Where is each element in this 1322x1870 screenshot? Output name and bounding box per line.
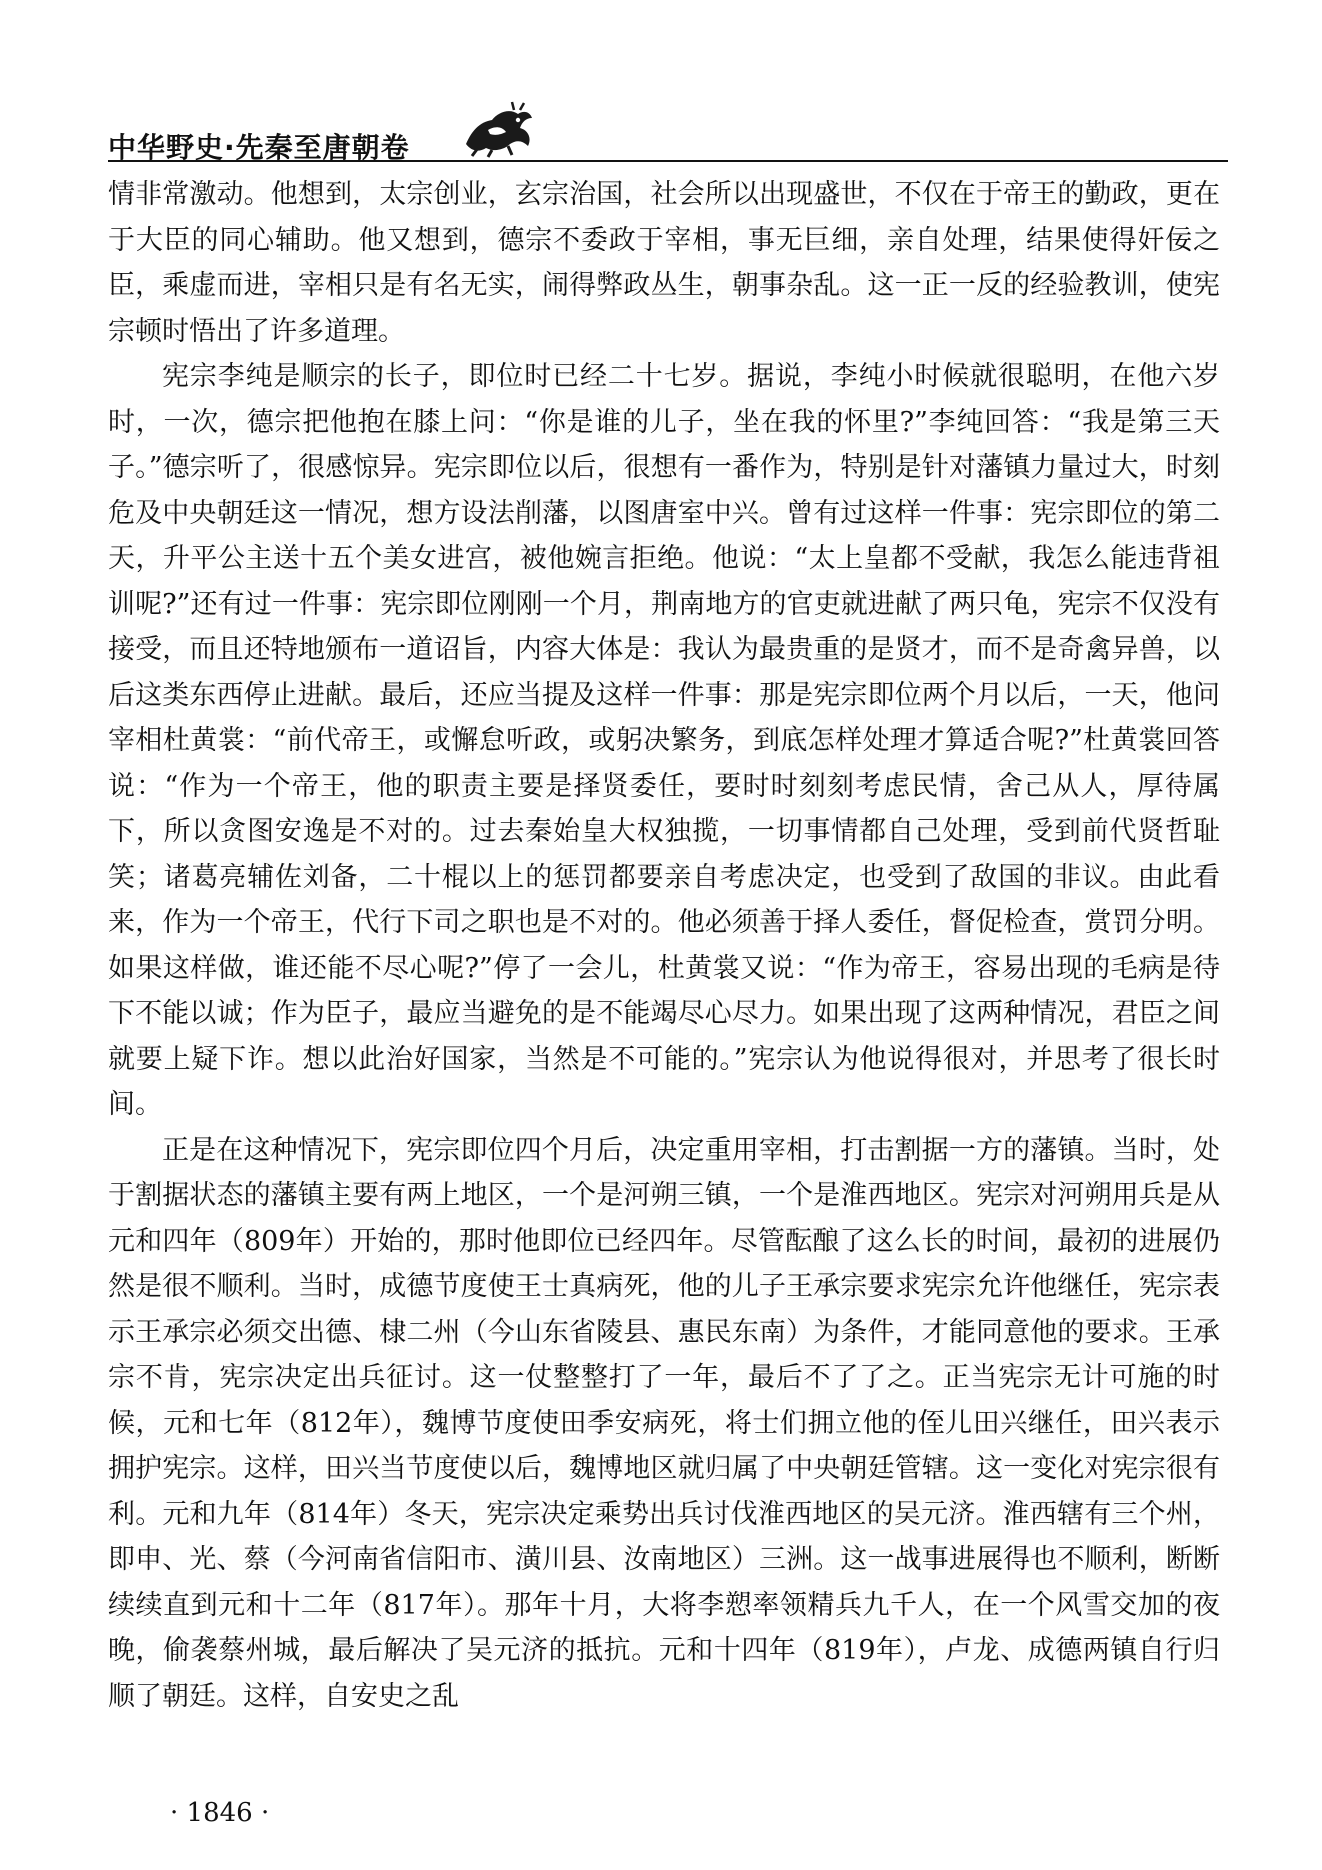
- paragraph: 正是在这种情况下，宪宗即位四个月后，决定重用宰相，打击割据一方的藩镇。当时，处于割据状态的藩镇主要有两上地区，一个是河朔三镇，一个是淮西地区。宪宗对河朔用兵是从元和四年（809年）开始的，那时他即位已经四年。尽管酝酿了这么长的时间，最初的进展仍然是很不顺利。当时，成德节度使王士真病死，他的儿子王承宗要求宪宗允许他继任，宪宗表示王承宗必须交出德、棣二州（今山东省陵县、惠民东南）为条件，才能同意他的要求。王承宗不肯，宪宗决定出兵征讨。这一仗整整打了一年，最后不了了之。正当宪宗无计可施的时候，元和七年（812年），魏博节度使田季安病死，将士们拥立他的侄儿田兴继任，田兴表示拥护宪宗。这样，田兴当节度使以后，魏博地区就归属了中央朝廷管辖。这一变化对宪宗很有利。元和九年（814年）冬天，宪宗决定乘势出兵讨伐淮西地区的吴元济。淮西辖有三个州，即申、光、蔡（今河南省信阳市、潢川县、汝南地区）三洲。这一战事进展得也不顺利，断断续续直到元和十二年（817年）。那年十月，大将李愬率领精兵九千人，在一个风雪交加的夜晚，偷袭蔡州城，最后解决了吴元济的抵抗。元和十四年（819年），卢龙、成德两镇自行归顺了朝廷。这样，自安史之乱: [108, 1134, 1220, 1712]
- running-header: [108, 100, 1228, 162]
- header-rule: [108, 160, 1228, 162]
- page-number: · 1846 ·: [170, 1798, 270, 1828]
- paragraph: 情非常激动。他想到，太宗创业，玄宗治国，社会所以出现盛世，不仅在于帝王的勤政，更在于大臣的同心辅助。他又想到，德宗不委政于宰相，事无巨细，亲自处理，结果使得奸佞之臣，乘虚而进，宰相只是有名无实，闹得弊政丛生，朝事杂乱。这一正一反的经验教训，使宪宗顿时悟出了许多道理。: [108, 179, 1220, 347]
- body-text: [108, 172, 1220, 1719]
- paragraph: 宪宗李纯是顺宗的长子，即位时已经二十七岁。据说，李纯小时候就很聪明，在他六岁时，一次，德宗把他抱在膝上问：“你是谁的儿子，坐在我的怀里?”李纯回答：“我是第三天子。”德宗听了，很感惊异。宪宗即位以后，很想有一番作为，特别是针对藩镇力量过大，时刻危及中央朝廷这一情况，想方设法削藩，以图唐室中兴。曾有过这样一件事：宪宗即位的第二天，升平公主送十五个美女进宫，被他婉言拒绝。他说：“太上皇都不受献，我怎么能违背祖训呢?”还有过一件事：宪宗即位刚刚一个月，荆南地方的官吏就进献了两只龟，宪宗不仅没有接受，而且还特地颁布一道诏旨，内容大体是：我认为最贵重的是贤才，而不是奇禽异兽，以后这类东西停止进献。最后，还应当提及这样一件事：那是宪宗即位两个月以后，一天，他问宰相杜黄裳：“前代帝王，或懈怠听政，或躬决繁务，到底怎样处理才算适合呢?”杜黄裳回答说：“作为一个帝王，他的职责主要是择贤委任，要时时刻刻考虑民情，舍己从人，厚待属下，所以贪图安逸是不对的。过去秦始皇大权独揽，一切事情都自己处理，受到前代贤哲耻笑；诸葛亮辅佐刘备，二十棍以上的惩罚都要亲自考虑决定，也受到了敌国的非议。由此看来，作为一个帝王，代行下司之职也是不对的。他必须善于择人委任，督促检查，赏罚分明。如果这样做，谁还能不尽心呢?”停了一会儿，杜黄裳又说：“作为帝王，容易出现的毛病是待下不能以诚；作为臣子，最应当避免的是不能竭尽心尽力。如果出现了这两种情况，君臣之间就要上疑下诈。想以此治好国家，当然是不可能的。”宪宗认为他说得很对，并思考了很长时间。: [108, 361, 1220, 1120]
- dragon-emblem-icon: [458, 100, 538, 158]
- book-title: 中华野史·先秦至唐朝卷: [108, 131, 410, 164]
